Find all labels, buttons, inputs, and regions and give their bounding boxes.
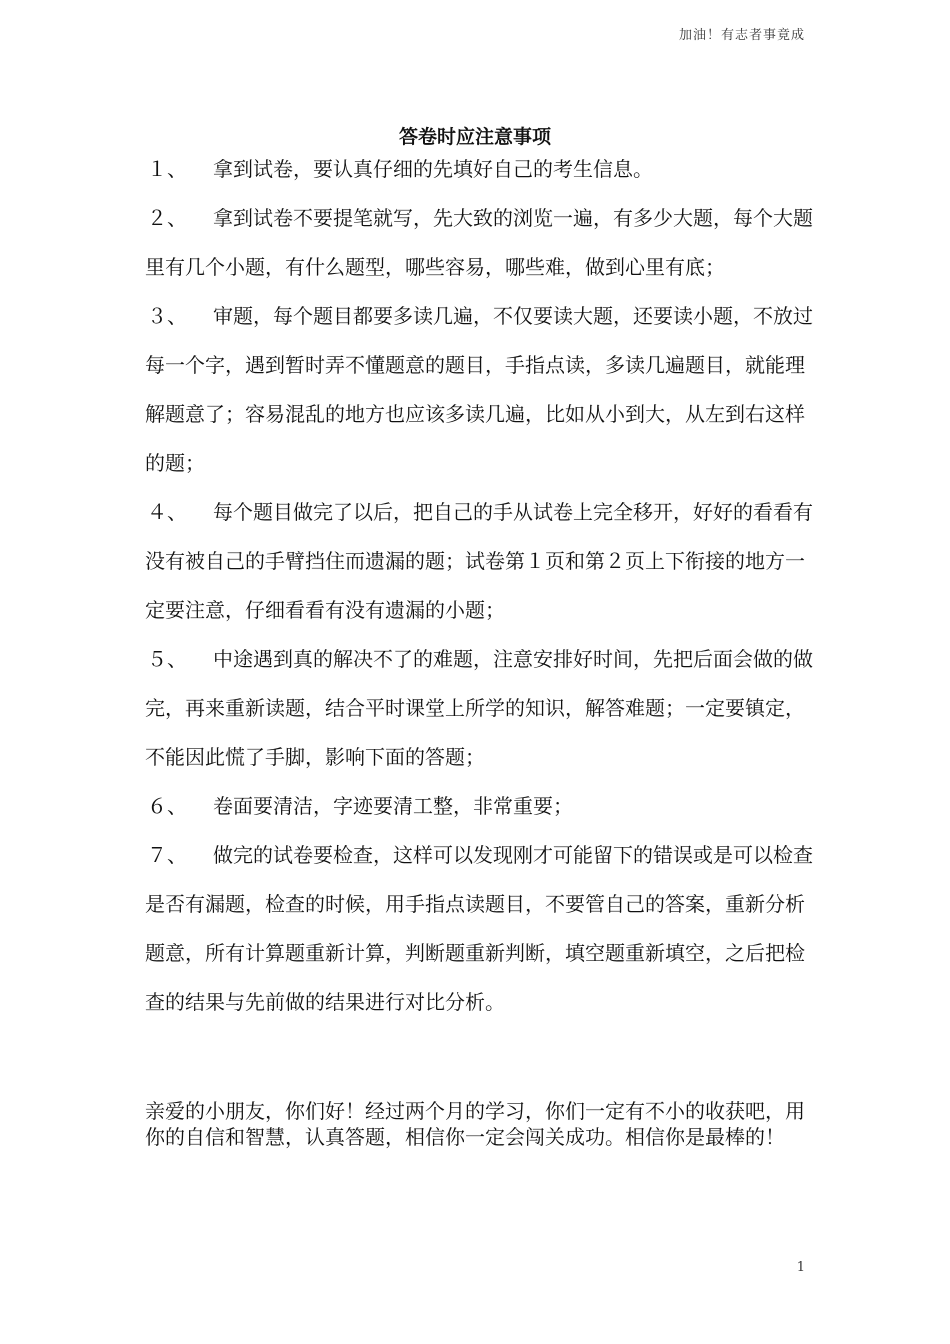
note-item	[145, 782, 815, 831]
note-item	[145, 292, 815, 488]
note-number: ７、	[147, 843, 187, 867]
note-text: 卷面要清洁，字迹要清工整，非常重要；	[213, 794, 573, 818]
note-item	[145, 488, 815, 635]
closing-message: 亲爱的小朋友，你们好！经过两个月的学习，你们一定有不小的收获吧，用你的自信和智慧，认真答题，相信你一定会闯关成功。相信你是最棒的！	[145, 1099, 805, 1149]
note-number: ４、	[147, 500, 187, 524]
note-text: 拿到试卷不要提笔就写，先大致的浏览一遍，有多少大题，每个大题里有几个小题，有什么题型，哪些容易，哪些难，做到心里有底；	[145, 206, 813, 279]
page-header-slogan: 加油！有志者事竟成	[678, 28, 805, 43]
note-number: ３、	[147, 304, 187, 328]
note-text: 中途遇到真的解决不了的难题，注意安排好时间，先把后面会做的做完，再来重新读题，结合平时课堂上所学的知识，解答难题；一定要镇定，不能因此慌了手脚，影响下面的答题；	[145, 647, 813, 769]
note-text: 拿到试卷，要认真仔细的先填好自己的考生信息。	[213, 157, 653, 181]
note-text: 审题，每个题目都要多读几遍，不仅要读大题，还要读小题，不放过每一个字，遇到暂时弄不懂题意的题目，手指点读，多读几遍题目，就能理解题意了；容易混乱的地方也应该多读几遍，比如从小到大，从左到右这样的题；	[145, 304, 813, 475]
note-number: １、	[147, 157, 187, 181]
note-number: ２、	[147, 206, 187, 230]
note-text: 每个题目做完了以后，把自己的手从试卷上完全移开，好好的看看有没有被自己的手臂挡住而遗漏的题；试卷第１页和第２页上下衔接的地方一定要注意，仔细看看有没有遗漏的小题；	[145, 500, 813, 622]
note-number: ６、	[147, 794, 187, 818]
note-item	[145, 145, 815, 194]
document-title: 答卷时应注意事项	[398, 126, 551, 148]
page-number: 1	[796, 1260, 805, 1275]
note-number: ５、	[147, 647, 187, 671]
note-text: 做完的试卷要检查，这样可以发现刚才可能留下的错误或是可以检查是否有漏题，检查的时候，用手指点读题目，不要管自己的答案，重新分析题意，所有计算题重新计算，判断题重新判断，填空题重新填空，之后把检查的结果与先前做的结果进行对比分析。	[145, 843, 813, 1014]
note-item	[145, 831, 815, 1027]
note-item	[145, 635, 815, 782]
note-item	[145, 194, 815, 292]
notes-list	[145, 145, 815, 1027]
